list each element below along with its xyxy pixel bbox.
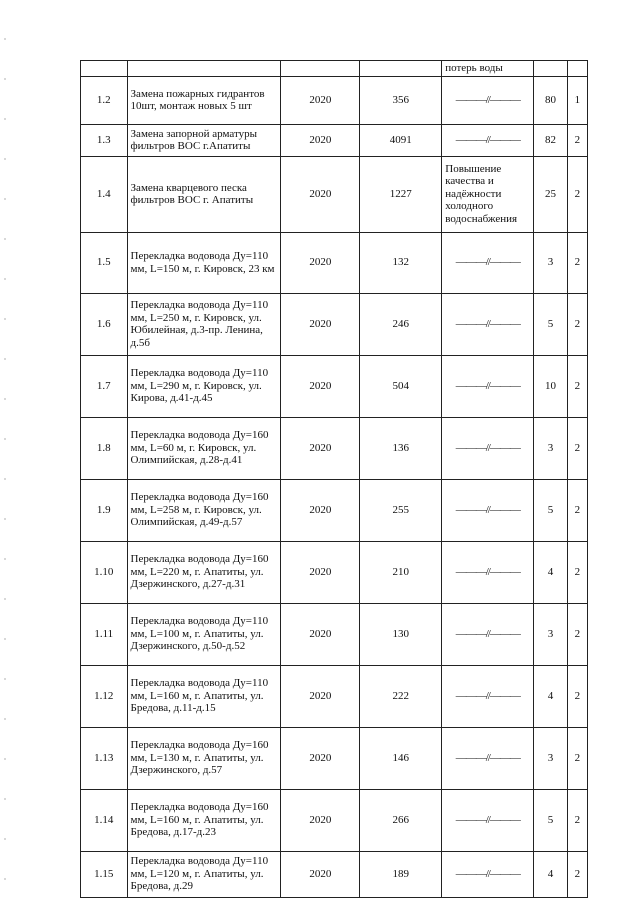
cell-effect: ———//——— [442, 479, 534, 541]
cell-year: 2020 [281, 789, 360, 851]
cell-effect: ———//——— [442, 232, 534, 293]
table-row [81, 232, 588, 293]
cell-c7: 4 [534, 541, 567, 603]
table-row [81, 665, 588, 727]
cell-cost: 210 [360, 541, 442, 603]
table-row [81, 479, 588, 541]
cell-effect: ———//——— [442, 124, 534, 156]
cell-c8: 2 [567, 789, 587, 851]
table-row [81, 293, 588, 355]
cell-c8: 2 [567, 479, 587, 541]
table-row [81, 76, 588, 124]
cell-c8: 2 [567, 293, 587, 355]
cell-c8: 2 [567, 727, 587, 789]
cell-effect: ———//——— [442, 541, 534, 603]
cell-year: 2020 [281, 541, 360, 603]
cell-work: Замена кварцевого песка фильтров ВОС г. Апатиты [127, 156, 281, 232]
cell-effect: ———//——— [442, 76, 534, 124]
cell-c8: 2 [567, 417, 587, 479]
table-row [81, 156, 588, 232]
cell-year [281, 61, 360, 77]
table-row [81, 603, 588, 665]
cell-c7: 25 [534, 156, 567, 232]
cell-effect: ———//——— [442, 851, 534, 897]
table-row [81, 789, 588, 851]
cell-year: 2020 [281, 124, 360, 156]
cell-work: Замена пожарных гидрантов 10шт, монтаж новых 5 шт [127, 76, 281, 124]
cell-cost: 246 [360, 293, 442, 355]
cell-cost: 136 [360, 417, 442, 479]
cell-c8: 2 [567, 603, 587, 665]
cell-num: 1.4 [81, 156, 128, 232]
table-row [81, 355, 588, 417]
cell-c7: 4 [534, 665, 567, 727]
cell-c8: 2 [567, 232, 587, 293]
cell-work: Перекладка водовода Ду=160 мм, L=220 м, г. Апатиты, ул. Дзержинского, д.27-д.31 [127, 541, 281, 603]
table-row [81, 851, 588, 897]
cell-num: 1.15 [81, 851, 128, 897]
cell-cost: 189 [360, 851, 442, 897]
cell-year: 2020 [281, 851, 360, 897]
cell-effect: ———//——— [442, 727, 534, 789]
cell-effect: Повышение качества и надёжности холодного водоснабжения [442, 156, 534, 232]
cell-work: Перекладка водовода Ду=110 мм, L=120 м, г. Апатиты, ул. Бредова, д.29 [127, 851, 281, 897]
cell-num: 1.8 [81, 417, 128, 479]
cell-work [127, 61, 281, 77]
cell-c7: 5 [534, 789, 567, 851]
cell-num: 1.6 [81, 293, 128, 355]
cell-year: 2020 [281, 355, 360, 417]
cell-num: 1.13 [81, 727, 128, 789]
cell-num: 1.11 [81, 603, 128, 665]
cell-c7: 3 [534, 232, 567, 293]
cell-c7: 4 [534, 851, 567, 897]
cell-work: Перекладка водовода Ду=110 мм, L=160 м, г. Апатиты, ул. Бредова, д.11-д.15 [127, 665, 281, 727]
cell-cost: 356 [360, 76, 442, 124]
cell-c8: 2 [567, 541, 587, 603]
cell-num: 1.7 [81, 355, 128, 417]
cell-cost [360, 61, 442, 77]
table-row [81, 541, 588, 603]
cell-year: 2020 [281, 665, 360, 727]
cell-effect: ———//——— [442, 603, 534, 665]
cell-c7: 3 [534, 603, 567, 665]
cell-c7: 3 [534, 417, 567, 479]
cell-year: 2020 [281, 156, 360, 232]
cell-work: Перекладка водовода Ду=110 мм, L=250 м, г. Кировск, ул. Юбилейная, д.3-пр. Ленина, д.5б [127, 293, 281, 355]
cell-effect: ———//——— [442, 789, 534, 851]
cell-work: Перекладка водовода Ду=160 мм, L=258 м, г. Кировск, ул. Олимпийская, д.49-д.57 [127, 479, 281, 541]
cell-effect: потерь воды [442, 61, 534, 77]
cell-year: 2020 [281, 76, 360, 124]
cell-cost: 132 [360, 232, 442, 293]
cell-work: Перекладка водовода Ду=110 мм, L=290 м, г. Кировск, ул. Кирова, д.41-д.45 [127, 355, 281, 417]
cell-c7: 5 [534, 293, 567, 355]
cell-effect: ———//——— [442, 417, 534, 479]
cell-work: Перекладка водовода Ду=160 мм, L=160 м, г. Апатиты, ул. Бредова, д.17-д.23 [127, 789, 281, 851]
table-row [81, 124, 588, 156]
cell-num: 1.10 [81, 541, 128, 603]
cell-cost: 222 [360, 665, 442, 727]
cell-num: 1.12 [81, 665, 128, 727]
cell-year: 2020 [281, 603, 360, 665]
cell-work: Перекладка водовода Ду=160 мм, L=130 м, г. Апатиты, ул. Дзержинского, д.57 [127, 727, 281, 789]
scan-edge-dots [4, 0, 6, 905]
cell-c7: 3 [534, 727, 567, 789]
cell-c8: 2 [567, 124, 587, 156]
cell-c8: 2 [567, 156, 587, 232]
cell-c7: 80 [534, 76, 567, 124]
cell-c7 [534, 61, 567, 77]
cell-work: Замена запорной арматуры фильтров ВОС г.Апатиты [127, 124, 281, 156]
cell-cost: 504 [360, 355, 442, 417]
cell-num [81, 61, 128, 77]
cell-num: 1.9 [81, 479, 128, 541]
cell-effect: ———//——— [442, 665, 534, 727]
cell-num: 1.14 [81, 789, 128, 851]
cell-c7: 10 [534, 355, 567, 417]
cell-year: 2020 [281, 232, 360, 293]
cell-work: Перекладка водовода Ду=110 мм, L=150 м, г. Кировск, 23 км [127, 232, 281, 293]
cell-cost: 146 [360, 727, 442, 789]
cell-c8: 2 [567, 665, 587, 727]
investment-program-table [80, 60, 588, 898]
cell-num: 1.5 [81, 232, 128, 293]
table-row-continuation [81, 61, 588, 77]
cell-effect: ———//——— [442, 293, 534, 355]
cell-year: 2020 [281, 417, 360, 479]
cell-cost: 4091 [360, 124, 442, 156]
cell-num: 1.2 [81, 76, 128, 124]
cell-cost: 1227 [360, 156, 442, 232]
cell-num: 1.3 [81, 124, 128, 156]
cell-cost: 130 [360, 603, 442, 665]
cell-c8: 2 [567, 355, 587, 417]
cell-c8: 2 [567, 851, 587, 897]
table-row [81, 727, 588, 789]
cell-c8: 1 [567, 76, 587, 124]
cell-cost: 255 [360, 479, 442, 541]
cell-year: 2020 [281, 727, 360, 789]
cell-effect: ———//——— [442, 355, 534, 417]
cell-year: 2020 [281, 479, 360, 541]
cell-cost: 266 [360, 789, 442, 851]
cell-work: Перекладка водовода Ду=160 мм, L=60 м, г. Кировск, ул. Олимпийская, д.28-д.41 [127, 417, 281, 479]
table-row [81, 417, 588, 479]
cell-c7: 5 [534, 479, 567, 541]
cell-c7: 82 [534, 124, 567, 156]
cell-year: 2020 [281, 293, 360, 355]
cell-c8 [567, 61, 587, 77]
cell-work: Перекладка водовода Ду=110 мм, L=100 м, г. Апатиты, ул. Дзержинского, д.50-д.52 [127, 603, 281, 665]
